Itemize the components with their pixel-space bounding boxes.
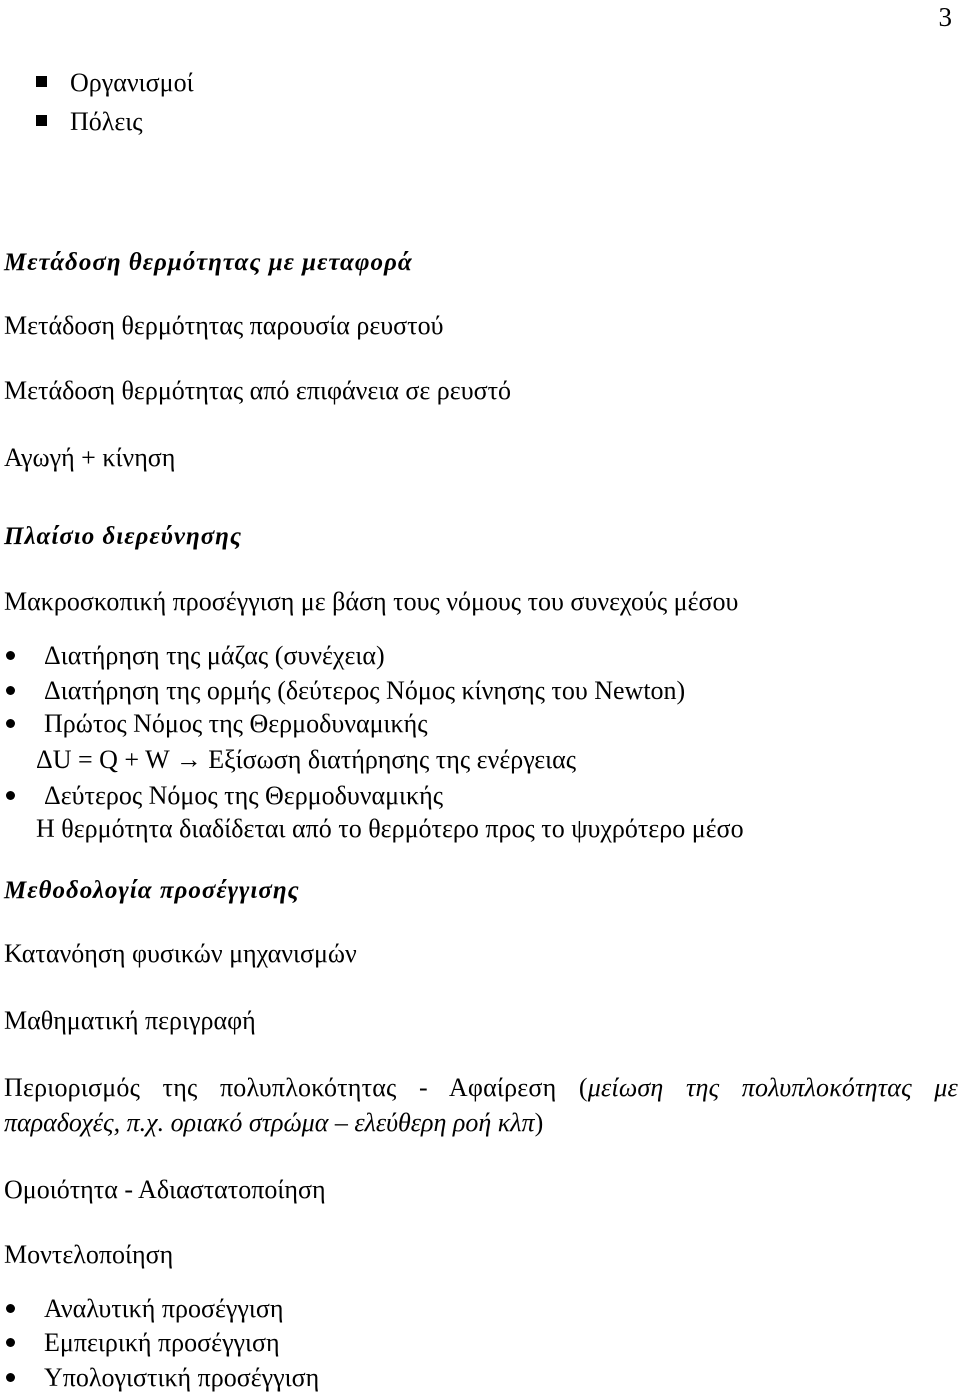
text-span: Περιορισμός της πολυπλοκότητας - Αφαίρεση ( [4,1073,588,1102]
text-span-italic: παραδοχές, π.χ. οριακό στρώμα – ελεύθερη ροή κλπ [4,1108,535,1137]
text-span: ) [534,1108,544,1137]
square-bullet-icon [36,76,47,87]
energy-equation: ΔU = Q + W → Εξίσωση διατήρησης της ενέργειας [36,745,577,774]
list-item [44,1328,280,1358]
page-number: 3 [938,2,952,32]
list-item [70,68,194,98]
list-item [44,781,443,811]
text-line: Μετάδοση θερμότητας από επιφάνεια σε ρευστό [4,376,512,405]
list-item-text: Εμπειρική προσέγγιση [44,1328,280,1357]
text-line: Μαθηματική περιγραφή [4,1006,256,1035]
list-item-text: Αναλυτική προσέγγιση [44,1294,284,1323]
text-line: Κατανόηση φυσικών μηχανισμών [4,939,357,968]
list-item-text: Δεύτερος Νόμος της Θερμοδυναμικής [44,781,444,810]
list-item [44,1363,319,1393]
text-line: Μακροσκοπική προσέγγιση με βάση τους νόμους του συνεχούς μέσου [4,587,739,616]
round-bullet-icon [6,1338,15,1347]
list-item-text: Οργανισμοί [70,68,194,97]
text-line [4,1108,543,1138]
round-bullet-icon [6,686,15,695]
text-span-italic: μείωση της πολυπλοκότητας με [587,1073,958,1102]
text-line: Αγωγή + κίνηση [4,443,176,472]
round-bullet-icon [6,791,15,800]
round-bullet-icon [6,651,15,660]
list-item [70,107,143,137]
round-bullet-icon [6,719,15,728]
section-heading-framework: Πλαίσιο διερεύνησης [4,523,243,550]
list-item-text: Διατήρηση της μάζας (συνέχεια) [44,641,385,670]
list-item-text: Διατήρηση της ορμής (δεύτερος Νόμος κίνησης του Newton) [44,676,686,705]
text-line: Μετάδοση θερμότητας παρουσία ρευστού [4,311,444,340]
list-item-text: Πρώτος Νόμος της Θερμοδυναμικής [44,709,428,738]
list-item [44,676,685,706]
list-item-text: Πόλεις [70,107,143,136]
round-bullet-icon [6,1373,15,1382]
section-heading-methodology: Μεθοδολογία προσέγγισης [4,877,300,904]
list-item [44,709,428,739]
round-bullet-icon [6,1304,15,1313]
list-item [44,1294,284,1324]
list-item [44,641,385,671]
text-line: Η θερμότητα διαδίδεται από το θερμότερο προς το ψυχρότερο μέσο [36,814,744,843]
section-heading-convection: Μετάδοση θερμότητας με μεταφορά [4,249,413,276]
list-item-text: Υπολογιστική προσέγγιση [44,1363,320,1392]
text-line [4,1073,958,1103]
square-bullet-icon [36,115,47,126]
text-line: Ομοιότητα - Αδιαστατοποίηση [4,1175,326,1204]
text-line: Μοντελοποίηση [4,1240,174,1269]
